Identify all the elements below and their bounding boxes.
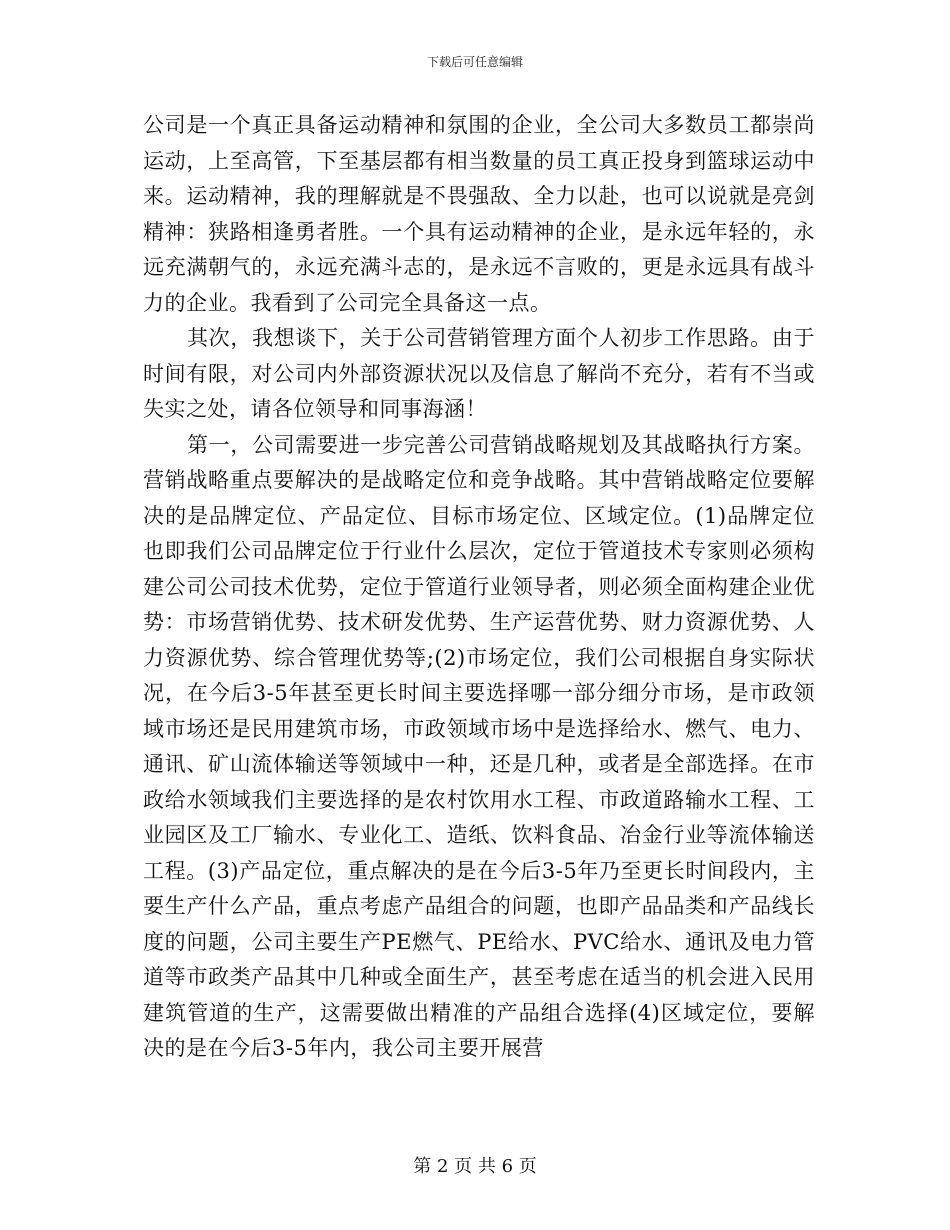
paragraph-3: 第一，公司需要进一步完善公司营销战略规划及其战略执行方案。营销战略重点要解决的是战略定位和竞争战略。其中营销战略定位要解决的是品牌定位、产品定位、目标市场定位、区域定位。(1)品牌定位也即我们公司品牌定位于行业什么层次，定位于管道技术专家则必须构建公司公司技术优势，定位于管道行业领导者，则必须全面构建企业优势：市场营销优势、技术研发优势、生产运营优势、财力资源优势、人力资源优势、综合管理优势等;(2)市场定位，我们公司根据自身实际状况，在今后3-5年甚至更长时间主要选择哪一部分细分市场，是市政领域市场还是民用建筑市场，市政领域市场中是选择给水、燃气、电力、通讯、矿山流体输送等领域中一种，还是几种，或者是全部选择。在市政给水领域我们主要选择的是农村饮用水工程、市政道路输水工程、工业园区及工厂输水、专业化工、造纸、饮料食品、冶金行业等流体输送工程。(3)产品定位，重点解决的是在今后3-5年乃至更长时间段内，主要生产什么产品，重点考虑产品组合的问题，也即产品品类和产品线长度的问题，公司主要生产PE燃气、PE给水、PVC给水、通讯及电力管道等市政类产品其中几种或全面生产，甚至考虑在适当的机会进入民用建筑管道的生产，这需要做出精准的产品组合选择(4)区域定位，要解决的是在今后3-5年内，我公司主要开展营 xyxy=(143,432,815,1060)
document-body xyxy=(143,108,815,1067)
page-header: 下载后可任意编辑 xyxy=(426,55,523,69)
paragraph-1: 公司是一个真正具备运动精神和氛围的企业，全公司大多数员工都崇尚运动，上至高管，下至基层都有相当数量的员工真正投身到篮球运动中来。运动精神，我的理解就是不畏强敌、全力以赴，也可以说就是亮剑精神：狭路相逢勇者胜。一个具有运动精神的企业，是永远年轻的，永远充满朝气的，永远充满斗志的，是永远不言败的，更是永远具有战斗力的企业。我看到了公司完全具备这一点。 xyxy=(143,113,815,315)
page-number-footer: 第 2 页 共 6 页 xyxy=(413,1156,537,1177)
paragraph-2: 其次，我想谈下，关于公司营销管理方面个人初步工作思路。由于时间有限，对公司内外部资源状况以及信息了解尚不充分，若有不当或失实之处，请各位领导和同事海涵！ xyxy=(143,326,815,421)
